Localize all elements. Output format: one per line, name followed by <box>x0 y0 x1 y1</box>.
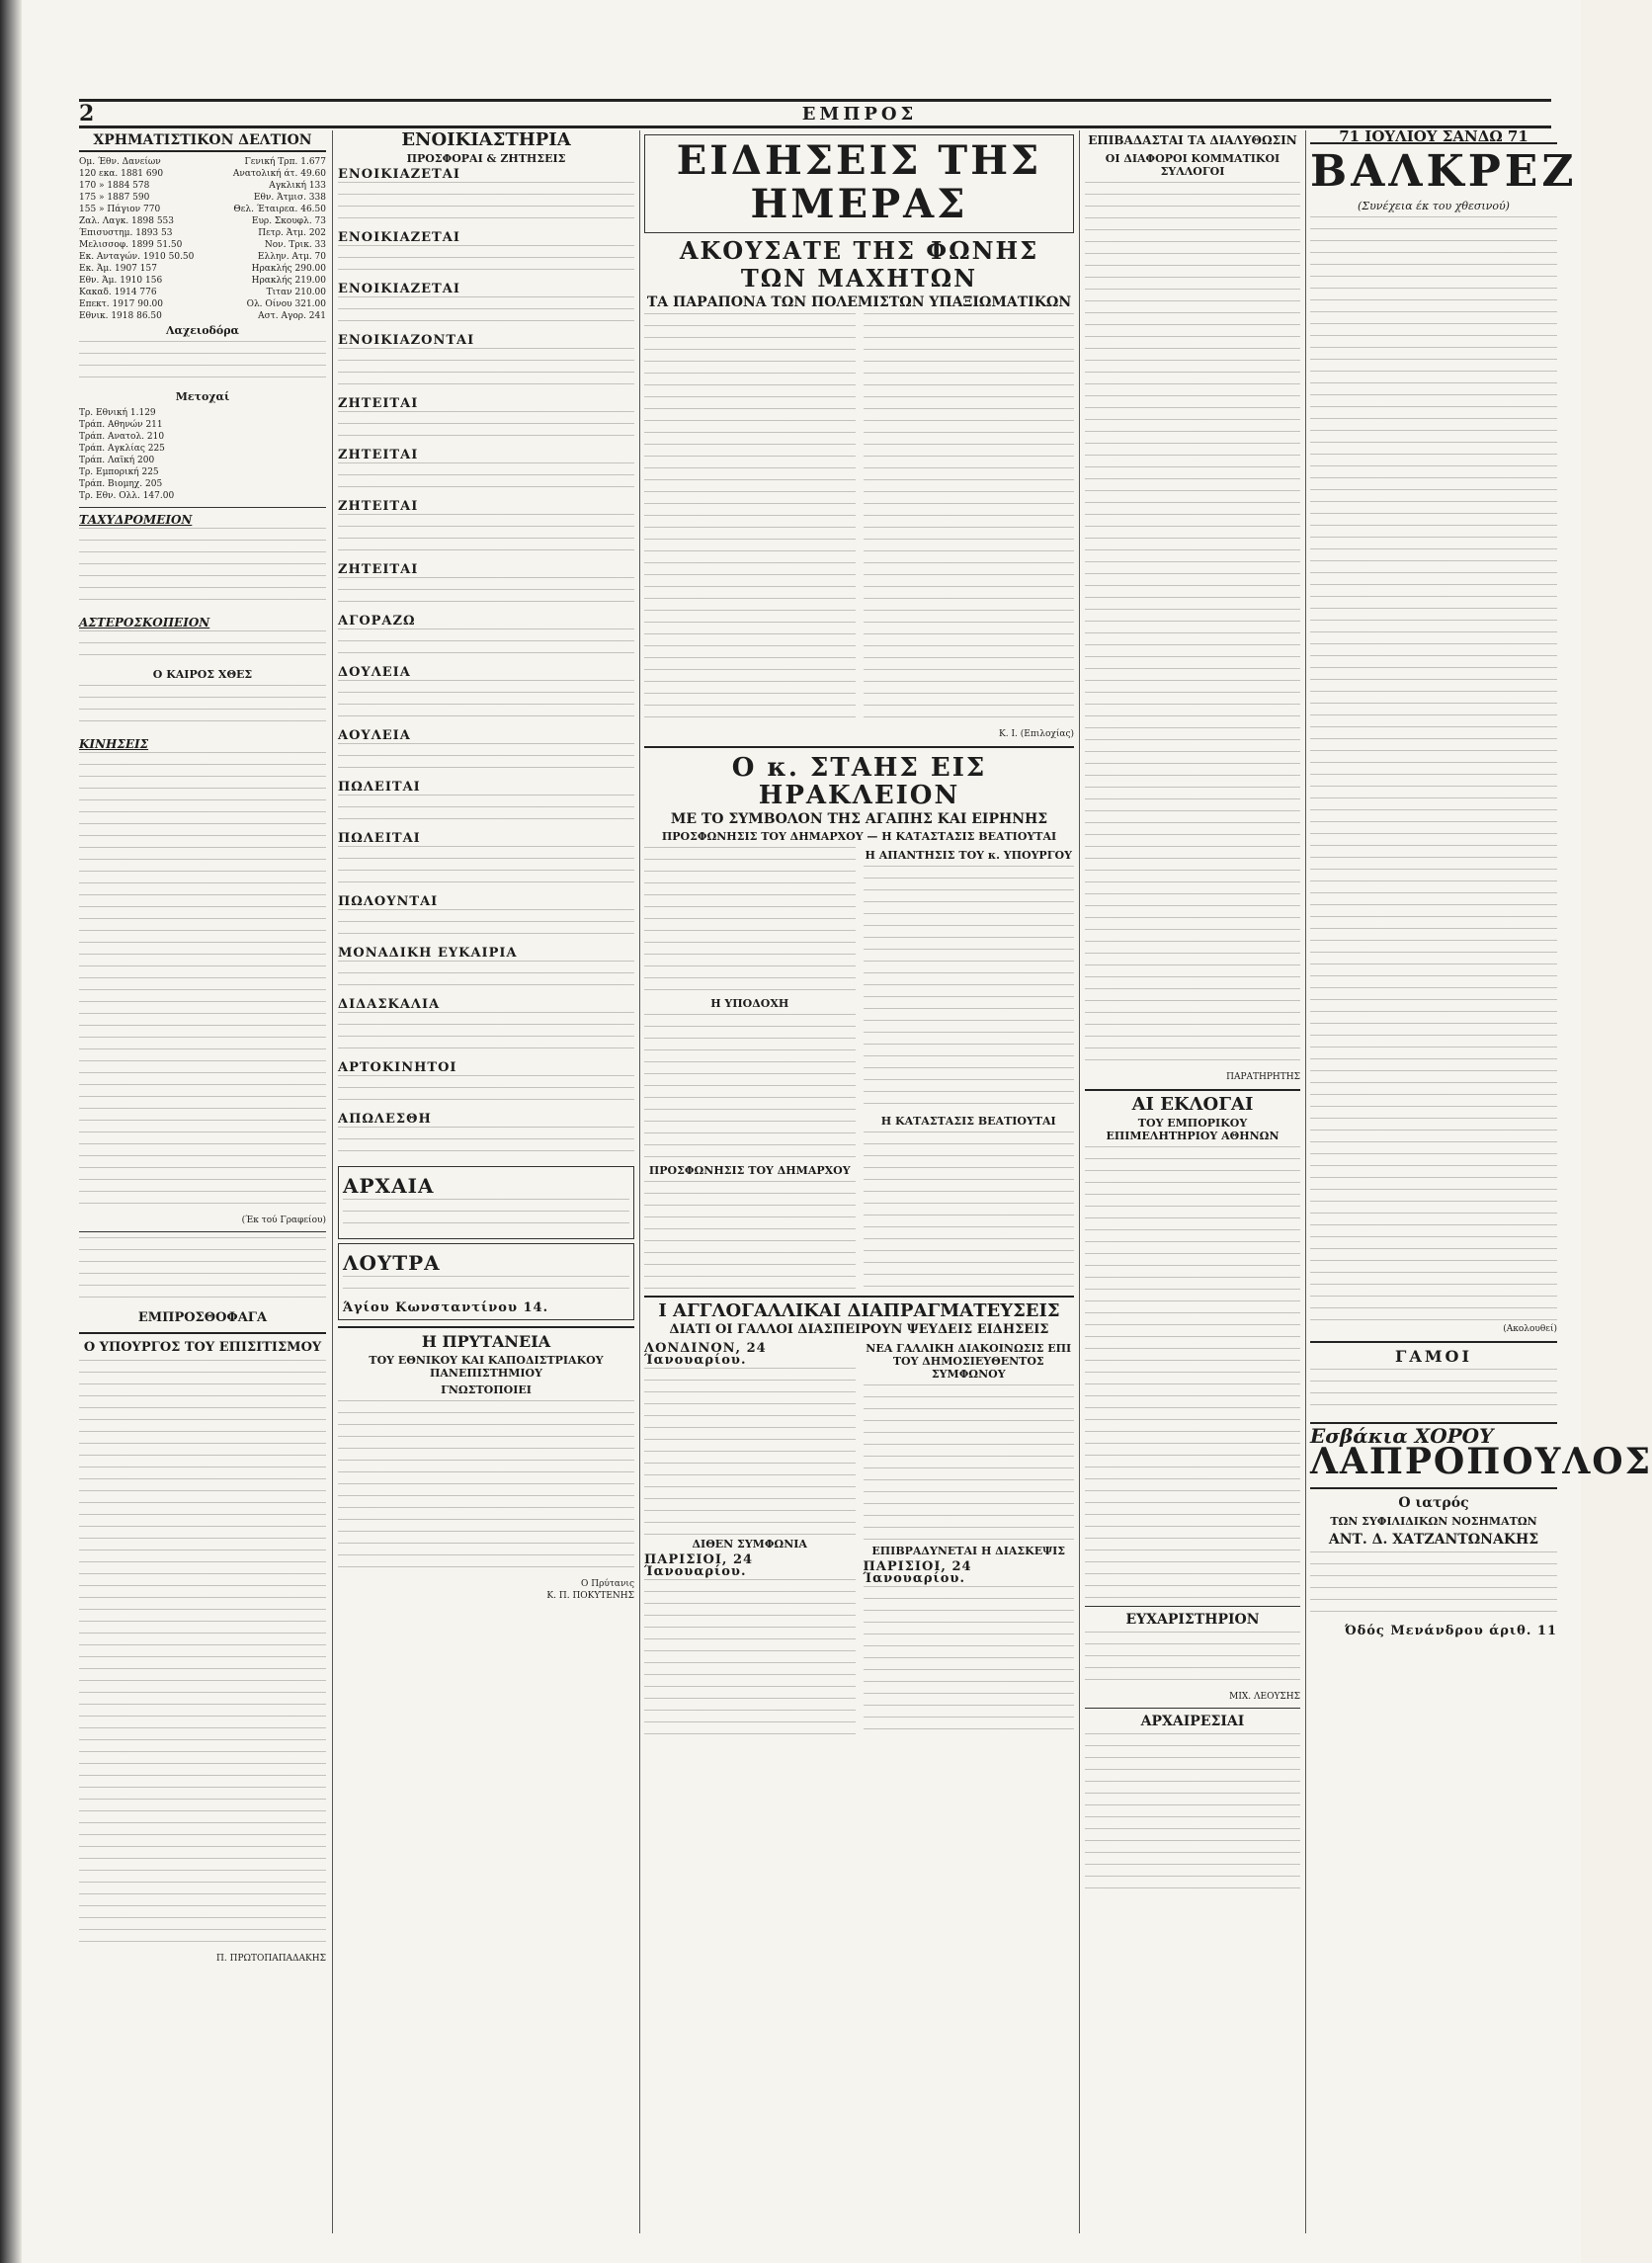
classified-ad-title: ΕΝΟΙΚΙΑΖΟΝΤΑΙ <box>338 333 475 348</box>
subhead-reception: Η ΥΠΟΔΟΧΗ <box>710 997 789 1010</box>
classified-ad-text <box>338 577 634 613</box>
stock-row <box>79 275 326 287</box>
minister-heading: Ο ΥΠΟΥΡΓΟΣ ΤΟΥ ΕΠΙΣΙΤΙΣΜΟΥ <box>83 1340 322 1355</box>
article-3-text-b <box>644 1579 856 1737</box>
article-2-text-d <box>864 866 1075 1113</box>
stock-cell: Εθνικ. 1918 86.50 <box>79 311 162 321</box>
clubs-subtitle: ΟΙ ΔΙΑΦΟΡΟΙ ΚΟΜΜΑΤΙΚΟΙ ΣΥΛΛΟΓΟΙ <box>1105 152 1280 178</box>
news-title-box <box>644 134 1074 233</box>
stock-cell: Ολ. Οίνου 321.00 <box>246 299 326 309</box>
column-1 <box>79 130 326 2233</box>
headline-3: Ι ΑΓΓΛΟΓΑΛΛΙΚΑΙ ΔΙΑΠΡΑΓΜΑΤΕΥΣΕΙΣ <box>658 1300 1060 1321</box>
classifieds-title: ΕΝΟΙΚΙΑΣΤΗΡΙΑ <box>401 129 571 150</box>
stock-row <box>79 215 326 227</box>
stock-row <box>79 227 326 239</box>
rectorate-title: Η ΠΡΥΤΑΝΕΙΑ <box>421 1332 551 1351</box>
classified-ad <box>338 564 634 613</box>
doctor-specialty: ΤΩΝ ΣΥΦΙΛΙΔΙΚΩΝ ΝΟΣΗΜΑΤΩΝ <box>1330 1515 1537 1528</box>
classified-ad <box>338 667 634 727</box>
classified-ad <box>338 999 634 1059</box>
column-2 <box>338 130 634 2233</box>
share-row: Τράπ. Αθηνών 211 <box>79 420 163 430</box>
clubs-signature: ΠΑΡΑΤΗΡΗΤΗΣ <box>1226 1072 1300 1082</box>
stock-cell: 120 εκα. 1881 690 <box>79 169 164 179</box>
dateline-paris-1: ΠΑΡΙΣΙΟΙ, 24 Ίανουαρίου. <box>644 1552 754 1579</box>
clubs-text <box>1085 182 1300 1071</box>
classified-ad-title: ΖΗΤΕΙΤΑΙ <box>338 396 419 411</box>
shares-heading: Μετοχαί <box>175 390 230 403</box>
share-row: Τράπ. Αγκλίας 225 <box>79 444 165 454</box>
classified-ad-title: ΕΝΟΙΚΙΑΖΕΤΑΙ <box>338 282 460 296</box>
article-2-text-a <box>644 847 856 995</box>
minister-signature: Π. ΠΡΩΤΟΠΑΠΑΔΑΚΗΣ <box>216 1954 326 1964</box>
stock-row <box>79 263 326 275</box>
stock-cell: Κακαδ. 1914 776 <box>79 288 157 297</box>
paper-name: ΕΜΠΡΟΣ <box>801 103 918 125</box>
stock-row <box>79 310 326 322</box>
classified-ad <box>338 782 634 830</box>
stock-row <box>79 180 326 192</box>
share-row: Τρ. Εθν. Ολλ. 147.00 <box>79 491 175 501</box>
dance-teacher-name: ΛΑΠΡΟΠΟΥΛΟΣ <box>1310 1441 1652 1482</box>
antiques-title: ΑΡΧΑΙΑ <box>343 1174 435 1198</box>
headline-2-sub2: ΠΡΟΣΦΩΝΗΣΙΣ ΤΟΥ ΔΗΜΑΡΧΟΥ — Η ΚΑΤΑΣΤΑΣΙΣ ΒΕΑΤΙΟΥΤΑΙ <box>661 830 1057 843</box>
classified-ad-title: ΖΗΤΕΙΤΑΙ <box>338 562 419 577</box>
serial-title: ΒΑΛΚΡΕΖ <box>1310 146 1578 197</box>
article-1-right <box>864 313 1075 728</box>
elections-title: ΑΙ ΕΚΛΟΓΑΙ <box>1131 1094 1254 1115</box>
classifieds-subtitle: ΠΡΟΣΦΟΡΑΙ & ΖΗΤΗΣΕΙΣ <box>406 152 566 165</box>
share-row: Τρ. Εθνική 1.129 <box>79 408 156 418</box>
stock-cell: Αστ. Αγορ. 241 <box>258 311 326 321</box>
column-5 <box>1310 127 1652 2233</box>
stock-table <box>79 156 326 322</box>
stock-cell: Ομ. Έθν. Δανείων <box>79 157 161 167</box>
classified-ad-text <box>338 1012 634 1059</box>
archaireseis-title: ΑΡΧΑΙΡΕΣΙΑΙ <box>1140 1714 1245 1729</box>
classified-ad-text <box>338 961 634 996</box>
classified-ad-title: ΠΩΛΕΙΤΑΙ <box>338 780 421 795</box>
stock-cell: Ζαλ. Λαγκ. 1898 553 <box>79 216 175 226</box>
classified-ad-text <box>338 909 634 945</box>
headline-1: ΑΚΟΥΣΑΤΕ ΤΗΣ ΦΩΝΗΣ ΤΩΝ ΜΑΧΗΤΩΝ <box>679 236 1039 293</box>
column-rule <box>1305 130 1306 2233</box>
shares-table <box>79 407 326 502</box>
classified-ad <box>338 232 634 281</box>
classified-ad-title: ΕΝΟΙΚΙΑΖΕΤΑΙ <box>338 230 460 245</box>
dateline-london: ΛΟΝΔΙΝΟΝ, 24 Ίανουαρίου. <box>644 1341 767 1368</box>
weddings-title: ΓΑΜΟΙ <box>1395 1347 1472 1366</box>
stock-cell: Ευρ. Σκουφλ. 73 <box>251 216 326 226</box>
stock-cell: 155 » Πάγιον 770 <box>79 205 161 214</box>
classified-ad-text <box>338 182 634 229</box>
classified-ad-title: ΠΩΛΟΥΝΤΑΙ <box>338 894 439 909</box>
stock-cell: Ανατολική άτ. 49.60 <box>232 169 326 179</box>
dateline-paris-2: ΠΑΡΙΣΙΟΙ, 24 Ίανουαρίου. <box>863 1559 972 1586</box>
post-office-heading: ΤΑΧΥΔΡΟΜΕΙΟΝ <box>79 513 193 527</box>
classified-ad-title: ΖΗΤΕΙΤΑΙ <box>338 448 419 462</box>
classified-ad-text <box>338 348 634 395</box>
classified-ad <box>338 833 634 893</box>
classified-ad <box>338 450 634 498</box>
column-rule <box>1079 130 1080 2233</box>
stock-cell: Νον. Τρικ. 33 <box>264 240 326 250</box>
rectorate-text <box>338 1400 634 1578</box>
stock-row <box>79 298 326 310</box>
stock-cell: Ηρακλής 219.00 <box>251 276 326 286</box>
lottery-heading: Λαχειοδόρα <box>165 324 240 337</box>
headline-1-sub: ΤΑ ΠΑΡΑΠΟΝΑ ΤΩΝ ΠΟΛΕΜΙΣΤΩΝ ΥΠΑΞΙΩΜΑΤΙΚΩΝ <box>646 294 1072 310</box>
stock-cell: 175 » 1887 590 <box>79 193 150 203</box>
thanks-signature: ΜΙΧ. ΛΕΟΥΣΗΣ <box>1229 1692 1300 1702</box>
share-row: Τρ. Εμπορική 225 <box>79 467 159 477</box>
classified-ad <box>338 730 634 779</box>
movements-text <box>79 752 326 1215</box>
movements-heading: ΚΙΝΗΣΕΙΣ <box>79 737 149 751</box>
share-row: Τράπ. Βιομηχ. 205 <box>79 479 163 489</box>
elections-subtitle: ΤΟΥ ΕΜΠΟΡΙΚΟΥ ΕΠΙΜΕΛΗΤΗΡΙΟΥ ΑΘΗΝΩΝ <box>1106 1117 1280 1142</box>
weddings-text <box>1310 1369 1557 1416</box>
subhead-conference: ΕΠΙΒΡΑΔΥΝΕΤΑΙ Η ΔΙΑΣΚΕΨΙΣ <box>871 1545 1066 1557</box>
news-title: ΕΙΔΗΣΕΙΣ ΤΗΣ ΗΜΕΡΑΣ <box>676 137 1042 227</box>
headline-2-sub: ΜΕ ΤΟ ΣΥΜΒΟΛΟΝ ΤΗΣ ΑΓΑΠΗΣ ΚΑΙ ΕΙΡΗΝΗΣ <box>670 811 1048 827</box>
serial-continues: (Ακολουθεί) <box>1503 1324 1557 1334</box>
classified-ad <box>338 616 634 664</box>
stock-cell: Εθν. Άμ. 1910 156 <box>79 276 163 286</box>
stock-row <box>79 251 326 263</box>
stock-row <box>79 156 326 168</box>
column-rule <box>332 130 333 2233</box>
headline-3-sub: ΔΙΑΤΙ ΟΙ ΓΑΛΛΟΙ ΔΙΑΣΠΕΙΡΟΥΝ ΨΕΥΔΕΙΣ ΕΙΔΗΣΕΙΣ <box>669 1322 1049 1337</box>
classified-ad-title: ΕΝΟΙΚΙΑΖΕΤΑΙ <box>338 167 460 182</box>
weather-heading: Ο ΚΑΙΡΟΣ ΧΘΕΣ <box>152 668 253 681</box>
observatory-heading: ΑΣΤΕΡΟΣΚΟΠΕΙΟΝ <box>79 616 210 629</box>
classified-ad-text <box>338 795 634 830</box>
empros-footer: ΕΜΠΡΟΣΘΟΦΑΓΑ <box>137 1310 268 1325</box>
article-1-signoff: Κ. Ι. (Επιλοχίας) <box>999 729 1074 739</box>
rectorate-notice: ΓΝΩΣΤΟΠΟΙΕΙ <box>441 1383 532 1396</box>
column-rule <box>639 130 640 2233</box>
masthead <box>79 99 1551 128</box>
classified-ad-text <box>338 1075 634 1111</box>
clubs-title: ΕΠΙΒΑΔΑΣΤΑΙ ΤΑ ΔΙΑΛΥΘΩΣΙΝ <box>1088 133 1297 147</box>
article-3-text-a <box>644 1368 856 1536</box>
scan-edge <box>0 0 22 2263</box>
column-4 <box>1085 130 1300 2233</box>
classified-ad <box>338 335 634 395</box>
subhead-minister-reply: Η ΑΠΑΝΤΗΣΙΣ ΤΟΥ κ. ΥΠΟΥΡΓΟΥ <box>865 849 1072 862</box>
classified-ad <box>338 896 634 945</box>
classified-ad-text <box>338 680 634 727</box>
page-number: 2 <box>79 101 95 126</box>
stock-row <box>79 287 326 298</box>
classified-ad-text <box>338 514 634 561</box>
classified-ads <box>338 169 634 1162</box>
classified-ad-text <box>338 411 634 447</box>
minister-text <box>79 1360 326 1953</box>
stock-cell: Γενική Τρπ. 1.677 <box>244 157 326 167</box>
dance-lessons-heading: Εσβάκια ΧΟΡΟΥ <box>1310 1424 1494 1448</box>
antiques-ad <box>338 1166 634 1239</box>
thanks-text <box>1085 1632 1300 1691</box>
article-3-text-c <box>864 1384 1075 1543</box>
subhead-agreement: ΔΙΘΕΝ ΣΥΜΦΩΝΙΑ <box>692 1538 807 1551</box>
classified-ad <box>338 284 634 332</box>
classified-ad-text <box>338 296 634 332</box>
baths-address: Άγίου Κωνσταντίνου 14. <box>343 1300 549 1315</box>
post-office-text <box>79 528 326 611</box>
classified-ad-text <box>338 629 634 664</box>
elections-text <box>1085 1146 1300 1601</box>
classified-ad-text <box>338 245 634 281</box>
exchange-title: ΧΡΗΜΑΤΙΣΤΙΚΟΝ ΔΕΛΤΙΟΝ <box>79 132 326 152</box>
stock-cell: Ηρακλής 290.00 <box>251 264 326 274</box>
stock-cell: Ελλην. Ατμ. 70 <box>257 252 326 262</box>
weather-text <box>79 685 326 732</box>
classified-ad <box>338 398 634 447</box>
classified-ad <box>338 1062 634 1111</box>
doctor-name: ΑΝΤ. Δ. ΧΑΤΖΑΝΤΩΝΑΚΗΣ <box>1328 1532 1539 1548</box>
stock-cell: Έπισυστημ. 1893 53 <box>79 228 173 238</box>
subhead-communique: ΝΕΑ ΓΑΛΛΙΚΗ ΔΙΑΚΟΙΝΩΣΙΣ ΕΠΙ ΤΟΥ ΔΗΜΟΣΙΕΥΘΕΝΤΟΣ ΣΥΜΦΩΝΟΥ <box>866 1342 1072 1381</box>
stock-cell: Επεκτ. 1917 90.00 <box>79 299 164 309</box>
baths-ad <box>338 1243 634 1320</box>
observatory-text <box>79 630 326 666</box>
stock-row <box>79 168 326 180</box>
article-2-text-e <box>864 1132 1075 1290</box>
stock-cell: Θελ. Έταιρεα. 46.50 <box>233 205 326 214</box>
stock-row <box>79 204 326 215</box>
classified-ad-title: ΔΟΥΛΕΙΑ <box>338 665 411 680</box>
article-2-text-c <box>644 1181 856 1290</box>
classified-ad-title: ΠΩΛΕΙΤΑΙ <box>338 831 421 846</box>
classified-ad-title: ΑΡΤΟΚΙΝΗΤΟΙ <box>338 1060 457 1075</box>
baths-title: ΛΟΥΤΡΑ <box>343 1251 441 1275</box>
stock-row <box>79 239 326 251</box>
article-1-left <box>644 313 856 728</box>
serial-dateline: 71 ΙΟΥΛΙΟΥ ΣΑΝΔΩ 71 <box>1310 130 1557 144</box>
column-3 <box>644 130 1074 2233</box>
classified-ad-title: ΑΓΟΡΑΖΩ <box>338 614 416 629</box>
serial-subtitle: (Συνέχεια έκ του χθεσινού) <box>1358 200 1510 212</box>
archaireseis-text <box>1085 1733 1300 1891</box>
share-row: Τράπ. Ανατολ. 210 <box>79 432 165 442</box>
stock-cell: Αγκλική 133 <box>269 181 326 191</box>
classified-ad-title: ΑΟΥΛΕΙΑ <box>338 728 411 743</box>
classified-ad-text <box>338 1127 634 1162</box>
classified-ad-text <box>338 743 634 779</box>
stock-cell: Μελισσοφ. 1899 51.50 <box>79 240 183 250</box>
doctor-title: Ο ιατρός <box>1398 1495 1469 1511</box>
subhead-improves: Η ΚΑΤΑΣΤΑΣΙΣ ΒΕΑΤΙΟΥΤΑΙ <box>880 1115 1056 1128</box>
stock-cell: 170 » 1884 578 <box>79 181 150 191</box>
empros-text <box>79 1237 326 1308</box>
subhead-mayor: ΠΡΟΣΦΩΝΗΣΙΣ ΤΟΥ ΔΗΜΑΡΧΟΥ <box>648 1164 851 1177</box>
classified-ad-text <box>338 462 634 498</box>
classified-ad <box>338 501 634 561</box>
rector-label: Ο Πρύτανις <box>581 1579 634 1589</box>
doctor-text <box>1310 1551 1557 1623</box>
headline-2: Ο κ. ΣΤΑΗΣ ΕΙΣ ΗΡΑΚΛΕΙΟΝ <box>731 753 987 810</box>
classified-ad-title: ΑΠΩΛΕΣΘΗ <box>338 1112 432 1127</box>
serial-text <box>1310 216 1557 1323</box>
classified-ad-title: ΔΙΔΑΣΚΑΛΙΑ <box>338 997 441 1012</box>
classified-ad-title: ΖΗΤΕΙΤΑΙ <box>338 499 419 514</box>
stock-cell: Πετρ. Άτμ. 202 <box>258 228 326 238</box>
classified-ad-text <box>338 846 634 893</box>
stock-cell: Εκ. Άμ. 1907 157 <box>79 264 157 274</box>
share-row: Τράπ. Λαϊκή 200 <box>79 456 155 465</box>
article-2-text-b <box>644 1014 856 1162</box>
classified-ad <box>338 948 634 996</box>
stock-cell: Τιταν 210.00 <box>266 288 326 297</box>
stock-cell: Εθν. Άτμισ. 338 <box>253 193 326 203</box>
article-3-text-d <box>864 1586 1075 1734</box>
doctor-address: Όδός Μενάνδρου άριθ. 11 <box>1345 1624 1557 1638</box>
rector-name: Κ. Π. ΠΟΚΥΤΕΝΗΣ <box>546 1591 634 1601</box>
stock-cell: Εκ. Ανταγών. 1910 50.50 <box>79 252 195 262</box>
thanks-title: ΕΥΧΑΡΙΣΤΗΡΙΟΝ <box>1125 1612 1260 1628</box>
classified-ad <box>338 1114 634 1162</box>
rectorate-subtitle: ΤΟΥ ΕΘΝΙΚΟΥ ΚΑΙ ΚΑΠΟΔΙΣΤΡΙΑΚΟΥ ΠΑΝΕΠΙΣΤΗΜΙΟΥ <box>369 1354 604 1380</box>
classified-ad <box>338 169 634 229</box>
classified-ad-title: ΜΟΝΑΔΙΚΗ ΕΥΚΑΙΡΙΑ <box>338 946 518 961</box>
source-note: (Έκ τού Γραφείου) <box>241 1215 326 1225</box>
lottery-text <box>79 341 326 388</box>
stock-row <box>79 192 326 204</box>
